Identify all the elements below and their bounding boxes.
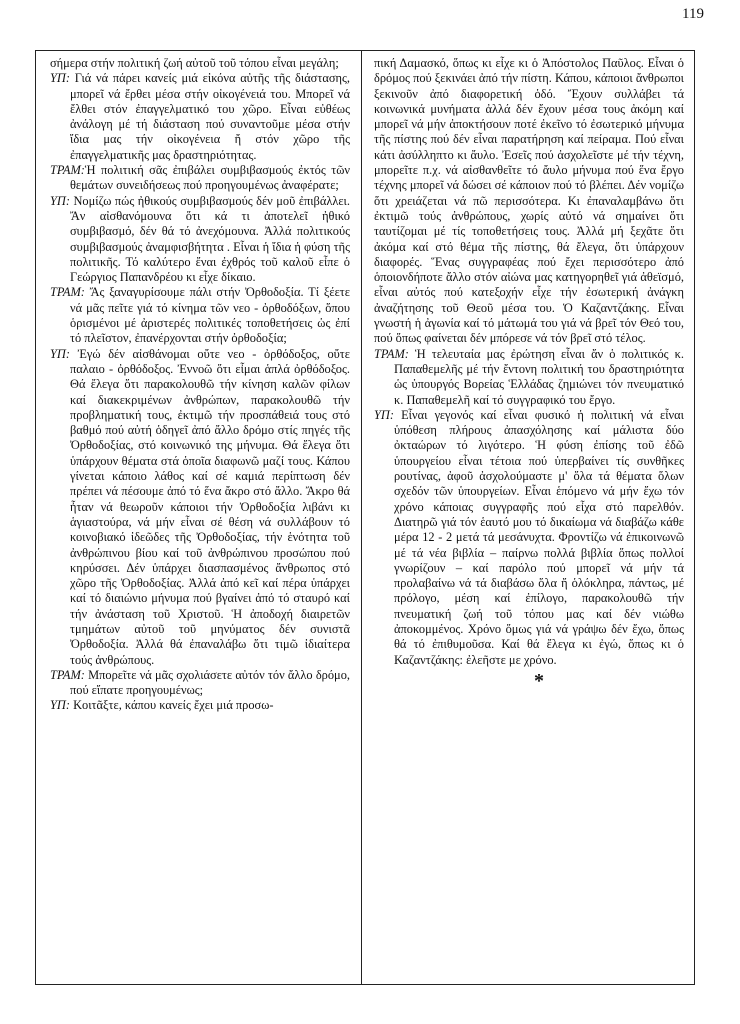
paragraph: ΤΡΑΜ: Ἄς ξαναγυρίσουμε πάλι στήν Ὀρθοδοξία. Τί ξέετε νά μᾶς πεῖτε γιά τό κίνημα τῶν νεο - ὀρθοδόξων, ὅπου ὁρισμένοι μέ ἀριστερές πολιτικές τοποθετήσεις ὡς ἐπί τό πλεῖστον, ἐπανέρχονται στήν ὀρθοδοξία; bbox=[50, 285, 350, 346]
speaker-label: ΥΠ: bbox=[50, 346, 70, 361]
right-column bbox=[374, 56, 684, 692]
speaker-label: ΥΠ: bbox=[374, 407, 394, 422]
speaker-label: ΤΡΑΜ: bbox=[50, 163, 85, 178]
paragraph: ΤΡΑΜ: Ἡ τελευταία μας ἐρώτηση εἶναι ἄν ὁ πολιτικός κ. Παπαθεμελῆς μέ τήν ἔντονη πολιτική του δραστηριότητα ὡς ὑπουργός Βορείας Ἑλλάδας ζημιώνει τόν πνευματικό κ. Παπαθεμελῆ καί τό συγγραφικό του ἔργο. bbox=[374, 346, 684, 407]
paragraph: ΥΠ: Ἐγώ δέν αἰσθάνομαι οὔτε νεο - ὀρθόδοξος, οὔτε παλαιο - ὀρθόδοξος. Ἐννοῶ ὅτι εἶμαι ἁπλά ὀρθόδοξος. Θά ἔλεγα ὅτι παρακολουθῶ τήν κίνηση καλῶν φίλων καί διακεκριμένων ἀνθρώπων, παρακολουθῶ τήν προβληματική τους, ἐκτιμῶ τήν προσπάθειά τους στό βαθμό πού αὐτή ὁδηγεῖ ἀπό ἄλλο δρόμο στίς πηγές τῆς Ὀρθοδοξίας, στό κοινωνικό της μήνυμα. Θά ἔλεγα ὅτι ὑπάρχουν θέματα στά ὁποῖα διαφωνῶ μαζί τους. Κάπου γίνεται κάποιο λάθος καί σέ καμιά περίπτωση δέν πρέπει νά πέσουμε ἀπό τό ἕνα ἄκρο στό ἄλλο. Ἄκρο θά ἦταν νά θεωροῦν κάποιοι τήν Ὀρθοδοξία λιβάνι κι ἁγιαστούρα, νά μήν εἶναι σέ θέση νά συλλάβουν τό κοινοβιακό ἰδεῶδες τῆς Ὀρθοδοξίας, τήν ἑνότητα τοῦ ἀνθρώπινου βίου καί τοῦ ἀνθρώπινου προσώπου πού κηρύσσει. Δέν ὑπάρχει διασπασμένος ἄνθρωπος στό χῶρο τῆς Ὀρθοδοξίας. Ἀλλά ἀπό κεῖ καί πέρα ὑπάρχει καί τό διαιώνιο μήνυμα πού βγαίνει ἀπό τό σταυρό καί τήν ἀνάσταση τοῦ Χριστοῦ. Ἡ ἀποδοχή διαιρετῶν τμημάτων αὐτοῦ τοῦ μηνύματος δέν συνιστᾶ Ὀρθοδοξία. Ἀλλά θά ἐπαναλάβω ὅτι τιμῶ ἰδιαίτερα τούς ἀνθρώπους. bbox=[50, 346, 350, 667]
speaker-label: ΤΡΑΜ: bbox=[50, 667, 85, 682]
speaker-label: ΤΡΑΜ: bbox=[50, 285, 85, 300]
paragraph: ΥΠ: Νομίζω πώς ἠθικούς συμβιβασμούς δέν μοῦ ἐπιβάλλει. Ἄν αἰσθανόμουνα ὅτι κά τι ἀποτελεῖ ἠθικό συμβιβασμό, δέν θά τό ἀνεχόμουνα. Ἀλλά πολιτικούς συμβιβασμούς ἀναμφισβήτητα . Εἶναι ἡ ἴδια ἡ φύση τῆς πολιτικῆς. Τό καλύτερο ἔναι ἐχθρός τοῦ καλοῦ εἶπε ὁ Γεώργιος Παπανδρέου κι εἶχε δίκαιο. bbox=[50, 193, 350, 285]
paragraph: πική Δαμασκό, ὅπως κι εἶχε κι ὁ Ἀπόστολος Παῦλος. Εἶναι ὁ δρόμος πού ξεκινάει ἀπό τήν πίστη. Κάπου, κάποιοι ἄνθρωποι ξεκινοῦν ἀπό διαφορετική ὁδό. Ἔχουν συλλάβει τά κοινωνικά μυνήματα ἀλλά δέν ἔχουν μέσα τους ἀκόμη καί μπορεῖ νά μήν ἀποκτήσουν ποτέ ἐκεῖνο τό ἐσωτερικό μήνυμα τῆς πίστης πού δέν εἶναι παρατήρηση καί πείραμα. Πού εἶναι κάτι ἀσύλληπτο κι ἄυλο. Ἐσεῖς πού ἀσχολεῖστε μέ τήν τέχνη, μπορεῖτε π.χ. νά αἰσθανθεῖτε τό ἄυλο μήνυμα πού ἕνα ἔργο τέχνης μπορεῖ νά δώσει σέ κάποιον πού τό βλέπει. Δέν νομίζω ὅτι χρειάζεται νά πῶ περισσότερα. Κι ἐπαναλαμβάνω ὅτι ἐκτιμῶ τούς ἀνθρώπους, χωρίς αὐτό νά σημαίνει ὅτι ταυτίζομαι μέ τίς τοποθετήσεις τους. Ἀλλά μή ξεχᾶτε ὅτι ἀκόμα καί στό θέμα τῆς πίστης, θά ἔλεγα, ὅτι ὑπάρχουν διαφορές. Ἕνας συγγραφέας πού ἔχει περισσότερο ἀπό ὁποιονδήποτε ἄλλο στόν αἰώνα μας κατηγορηθεῖ γιά ἀθεϊσμό, εἶναι αὐτός πού κατεξοχήν εἶχε τήν ἐσωτερική ἀνάγκη ἀναζήτησης τοῦ Θεοῦ μέσα του. Ὁ Καζαντζάκης. Εἶναι γνωστή ἡ ἀγωνία καί τό μάτωμά του γιά νά βρεῖ τόν Θεό του, πού ὅπως φαίνεται δέν μπόρεσε νά τόν βρεῖ στό τέλος. bbox=[374, 56, 684, 346]
left-column bbox=[50, 56, 350, 714]
paragraph: σήμερα στήν πολιτική ζωή αὐτοῦ τοῦ τόπου εἶναι μεγάλη; bbox=[50, 56, 339, 70]
speaker-label: ΥΠ: bbox=[50, 698, 70, 713]
paragraph: ΥΠ: Κοιτᾶξτε, κάπου κανείς ἔχει μιά προσω- bbox=[50, 698, 274, 713]
end-mark: * bbox=[534, 669, 544, 692]
speaker-label: ΥΠ: bbox=[50, 71, 70, 86]
page-number: 119 bbox=[682, 6, 704, 22]
paragraph: ΤΡΑΜ: Μπορεῖτε νά μᾶς σχολιάσετε αὐτόν τόν ἄλλο δρόμο, πού εἴπατε προηγουμένως; bbox=[50, 667, 350, 698]
speaker-label: ΥΠ: bbox=[50, 193, 70, 208]
column-divider bbox=[361, 50, 362, 985]
paragraph: ΥΠ: Εἶναι γεγονός καί εἶναι φυσικό ἡ πολιτική νά εἶναι ὑπόθεση πλήρους ἀπασχόλησης καί μάλιστα δύο ὀκταώρων τό λιγότερο. Ἡ φύση ἐπίσης τοῦ ἐδῶ ὑπουργείου εἶναι τέτοια πού ὑπερβαίνει τίς συνθῆκες ρουτίνας, ἀφοῦ ἀσχολούμαστε μ' ὅλα τά θέματα ὅλων σχεδόν τῶν ὑπουργείων. Εἶναι ἑπόμενο νά μήν ἔχω τόν χρόνο κάποιας συγγραφῆς πού εἶχα στό παρελθόν. Διατηρῶ γιά τόν ἑαυτό μου τό δικαίωμα νά διαβάζω κάθε μέρα 12 - 2 μετά τά μεσάνυχτα. Φροντίζω νά ἐπικοινωνῶ μέ τά νέα βιβλία – παίρνω πολλά βιβλία ὅπως πολλοί γνωρίζουν – καί παρόλο πού μπορεῖ νά μήν τά προλαβαίνω νά τά διαβάσω ὅλα ἤ ὁλόκληρα, πάντως, μέ πρόλογο, μέση καί ἐπίλογο, παρακολουθῶ τήν πνευματική ζωή τοῦ τόπου μας καί δέν νιώθω ἀποκομμένος. Χρόνο ὅμως γιά νά γράψω δέν ἔχω, ὅπως θά τό ἐπιθυμοῦσα. Καί θά ἔλεγα κι ἐγώ, ὅπως κι ὁ Καζαντζάκης: ἐλεῆστε με χρόνο. bbox=[374, 407, 684, 667]
speaker-label: ΤΡΑΜ: bbox=[374, 346, 409, 361]
paragraph: ΥΠ: Γιά νά πάρει κανείς μιά εἰκόνα αὐτῆς τῆς διάστασης, μπορεῖ νά ἔρθει μέσα στήν οἰκογένειά του. Μπορεῖ νά ἔλθει στόν ἐπαγγελματικό του χῶρο. Εἶναι εὐθέως ἀνάλογη μέ τή διάσταση πού συναντοῦμε μέσα στήν ἴδια μας τήν οἰκογένεια ἤ στόν χῶρο τῆς ἐπαγγελματικῆς μας δραστηριότητας. bbox=[50, 71, 350, 162]
paragraph: ΤΡΑΜ:Ἡ πολιτική σᾶς ἐπιβάλει συμβιβασμούς ἐκτός τῶν θεμάτων συνειδήσεως πού προηγουμένως ἀναφέρατε; bbox=[50, 163, 350, 193]
